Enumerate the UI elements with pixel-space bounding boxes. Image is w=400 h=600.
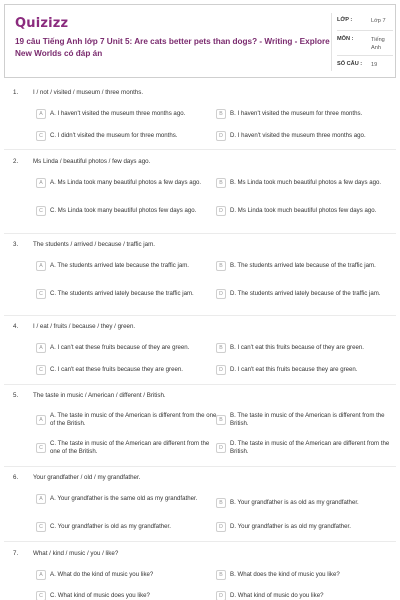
question-prompt: The taste in music / American / different / British. xyxy=(33,392,166,399)
option-a[interactable] xyxy=(36,109,220,119)
option-letter: D xyxy=(216,522,226,532)
class-label: LỚP : xyxy=(337,17,353,23)
question-number: 2. xyxy=(13,158,19,165)
option-c[interactable] xyxy=(36,365,220,375)
option-letter: A xyxy=(36,109,46,119)
option-letter: B xyxy=(216,109,226,119)
worksheet-title: 19 câu Tiếng Anh lớp 7 Unit 5: Are cats better pets than dogs? - Writing - Explore New Worlds có đáp án xyxy=(15,37,330,58)
option-text: B. Your grandfather is as old as my grandfather. xyxy=(230,498,359,506)
option-text: C. What kind of music does you like? xyxy=(50,591,150,599)
question-divider xyxy=(4,315,396,316)
option-a[interactable] xyxy=(36,494,220,504)
question-number: 7. xyxy=(13,550,19,557)
option-letter: B xyxy=(216,570,226,580)
question-prompt: The students / arrived / because / traffic jam. xyxy=(33,241,155,248)
option-letter: D xyxy=(216,443,226,453)
option-letter: C xyxy=(36,443,46,453)
question-divider xyxy=(4,149,396,150)
option-letter: A xyxy=(36,178,46,188)
option-text: B. The students arrived late because of the traffic jam. xyxy=(230,261,376,269)
option-text: C. I can't eat these fruits because they are green. xyxy=(50,365,183,373)
option-text: B. Ms Linda took much beautiful photos a few days ago. xyxy=(230,178,382,186)
option-letter: A xyxy=(36,343,46,353)
option-b[interactable] xyxy=(216,498,400,508)
option-b[interactable] xyxy=(216,109,400,119)
question-number: 6. xyxy=(13,474,19,481)
option-c[interactable] xyxy=(36,289,220,299)
question-number: 5. xyxy=(13,392,19,399)
option-b[interactable] xyxy=(216,261,400,271)
option-letter: B xyxy=(216,498,226,508)
question-prompt: What / kind / music / you / like? xyxy=(33,550,119,557)
option-b[interactable] xyxy=(216,412,400,429)
option-c[interactable] xyxy=(36,591,220,600)
question-number: 3. xyxy=(13,241,19,248)
option-text: D. The students arrived lately because of the traffic jam. xyxy=(230,289,381,297)
question-divider xyxy=(4,466,396,467)
option-letter: D xyxy=(216,591,226,600)
option-text: D. I haven't visited the museum three months ago. xyxy=(230,131,366,139)
option-letter: A xyxy=(36,261,46,271)
option-letter: C xyxy=(36,206,46,216)
question-prompt: I / not / visited / museum / three months. xyxy=(33,89,144,96)
option-b[interactable] xyxy=(216,343,400,353)
option-letter: B xyxy=(216,415,226,425)
option-text: C. Ms Linda took many beautiful photos few days ago. xyxy=(50,206,197,214)
option-letter: A xyxy=(36,494,46,504)
option-a[interactable] xyxy=(36,261,220,271)
option-letter: B xyxy=(216,343,226,353)
option-a[interactable] xyxy=(36,570,220,580)
option-letter: C xyxy=(36,522,46,532)
option-text: B. What does the kind of music you like? xyxy=(230,570,340,578)
question-prompt: I / eat / fruits / because / they / green. xyxy=(33,323,136,330)
option-text: A. What do the kind of music you like? xyxy=(50,570,154,578)
option-text: D. I can't eat this fruits because they are green. xyxy=(230,365,358,373)
option-text: D. Ms Linda took much beautiful photos few days ago. xyxy=(230,206,377,214)
class-value: Lớp 7 xyxy=(371,18,386,24)
count-value: 19 xyxy=(371,62,378,68)
option-text: A. Ms Linda took many beautiful photos a few days ago. xyxy=(50,178,202,186)
option-letter: C xyxy=(36,365,46,375)
worksheet-header xyxy=(4,4,396,78)
meta-divider xyxy=(337,30,393,31)
option-d[interactable] xyxy=(216,365,400,375)
header-divider xyxy=(331,13,332,71)
option-letter: D xyxy=(216,289,226,299)
count-label: SỐ CÂU : xyxy=(337,61,363,67)
question-divider xyxy=(4,233,396,234)
option-d[interactable] xyxy=(216,206,400,216)
option-c[interactable] xyxy=(36,440,220,457)
option-c[interactable] xyxy=(36,131,220,141)
option-text: B. I haven't visited the museum for three months. xyxy=(230,109,363,117)
meta-divider xyxy=(337,55,393,56)
option-d[interactable] xyxy=(216,131,400,141)
option-letter: D xyxy=(216,206,226,216)
option-a[interactable] xyxy=(36,343,220,353)
option-letter: C xyxy=(36,289,46,299)
question-prompt: Your grandfather / old / my grandfather. xyxy=(33,474,141,481)
option-text: C. Your grandfather is old as my grandfather. xyxy=(50,522,171,530)
option-a[interactable] xyxy=(36,178,220,188)
option-letter: A xyxy=(36,415,46,425)
quizizz-logo[interactable]: Quizizz xyxy=(15,16,69,31)
option-letter: B xyxy=(216,261,226,271)
question-divider xyxy=(4,541,396,542)
subject-value: Tiếng Anh xyxy=(371,37,385,51)
option-text: C. The taste in music of the American are different from the one of the British. xyxy=(50,440,210,456)
option-text: A. Your grandfather is the same old as my grandfather. xyxy=(50,494,198,502)
option-text: A. I can't eat these fruits because of they are green. xyxy=(50,343,190,351)
option-letter: C xyxy=(36,591,46,600)
option-text: A. The taste in music of the American is different from the one of the British. xyxy=(50,412,217,428)
option-text: D. The taste in music of the American are different from the British. xyxy=(230,440,390,456)
option-text: D. What kind of music do you like? xyxy=(230,591,324,599)
question-prompt: Ms Linda / beautiful photos / few days ago. xyxy=(33,158,151,165)
option-text: C. The students arrived lately because the traffic jam. xyxy=(50,289,194,297)
question-divider xyxy=(4,384,396,385)
option-text: D. Your grandfather is as old my grandfather. xyxy=(230,522,351,530)
question-number: 4. xyxy=(13,323,19,330)
option-letter: D xyxy=(216,365,226,375)
option-d[interactable] xyxy=(216,522,400,532)
option-d[interactable] xyxy=(216,591,400,600)
option-b[interactable] xyxy=(216,178,400,188)
option-letter: B xyxy=(216,178,226,188)
option-b[interactable] xyxy=(216,570,400,580)
option-a[interactable] xyxy=(36,412,220,429)
option-c[interactable] xyxy=(36,206,220,216)
option-letter: A xyxy=(36,570,46,580)
option-text: C. I didn't visited the museum for three months. xyxy=(50,131,178,139)
question-number: 1. xyxy=(13,89,19,96)
subject-label: MÔN : xyxy=(337,36,354,42)
option-d[interactable] xyxy=(216,440,400,457)
option-d[interactable] xyxy=(216,289,400,299)
option-letter: C xyxy=(36,131,46,141)
option-text: A. The students arrived late because the traffic jam. xyxy=(50,261,189,269)
option-letter: D xyxy=(216,131,226,141)
option-text: B. I can't eat this fruits because of they are green. xyxy=(230,343,364,351)
option-text: B. The taste in music of the American is different from the British. xyxy=(230,412,385,428)
option-text: A. I haven't visited the museum three months ago. xyxy=(50,109,186,117)
option-c[interactable] xyxy=(36,522,220,532)
